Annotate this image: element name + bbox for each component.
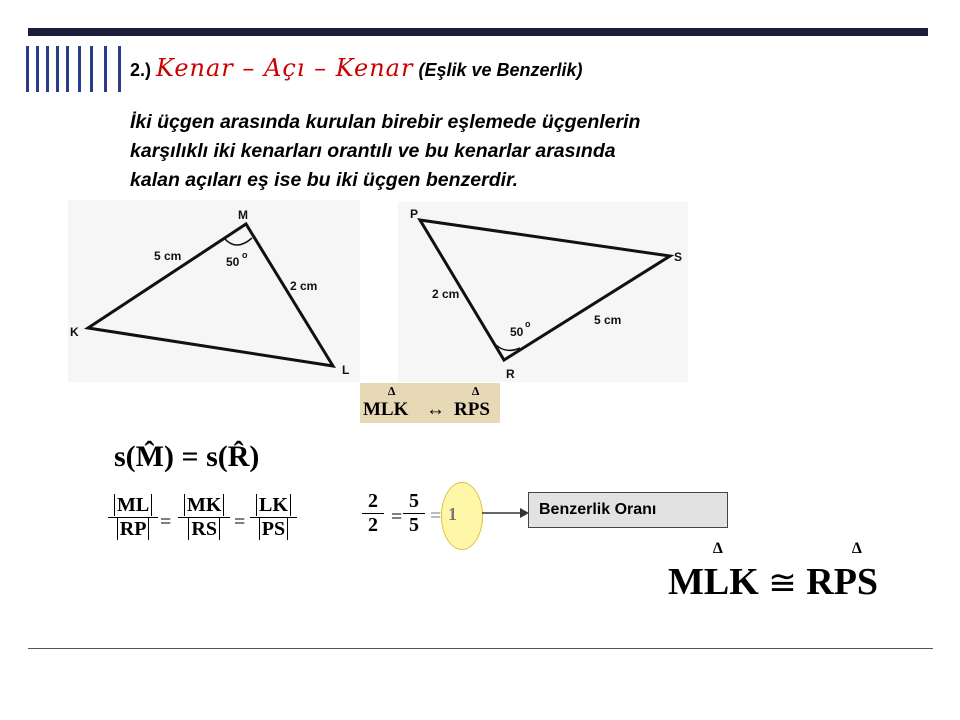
- vertex-l-label: L: [342, 363, 350, 377]
- numeric-denominator: 5: [409, 514, 419, 536]
- section-subtitle: (Eşlik ve Benzerlik): [418, 60, 583, 80]
- ratio-fraction: [108, 494, 158, 541]
- similarity-right: RPS: [806, 561, 879, 603]
- degree-mark: o: [525, 319, 531, 329]
- ratio-result: 1: [448, 504, 457, 524]
- correspondence-box: [360, 383, 500, 423]
- similarity-ratio-box: [528, 492, 728, 528]
- similarity-ratio-label: Benzerlik Oranı: [539, 501, 657, 518]
- similarity-left: MLK: [668, 561, 759, 603]
- similarity-symbol: ≅: [768, 565, 797, 602]
- angle-arc-r: [496, 345, 520, 350]
- triangle-mlk-figure: [68, 200, 360, 382]
- angle-m-label: 50: [226, 255, 240, 269]
- triangle-symbol: ∆: [472, 384, 480, 398]
- angle-r-label: 50: [510, 325, 524, 339]
- triangle-symbol: ∆: [713, 540, 723, 557]
- vertex-r-label: R: [506, 367, 515, 381]
- side-ml-label: 2 cm: [290, 279, 318, 293]
- theorem-line: İki üçgen arasında kurulan birebir eşlemede üçgenlerin: [130, 111, 641, 133]
- vertex-p-label: P: [410, 207, 419, 221]
- bottom-rule: [28, 648, 933, 649]
- ratio-denominator: RP: [117, 518, 150, 540]
- degree-mark: o: [242, 250, 248, 260]
- arrow-to-label: [482, 506, 530, 520]
- ratio-fraction: [250, 494, 297, 541]
- equals-sign: =: [430, 505, 442, 527]
- side-rp-label: 2 cm: [432, 287, 460, 301]
- side-mk-label: 5 cm: [154, 249, 182, 263]
- numeric-numerator: 2: [362, 490, 384, 514]
- theorem-text: [130, 108, 830, 195]
- ratio-numerator: ML: [114, 494, 152, 516]
- theorem-line: kalan açıları eş ise bu iki üçgen benzerdir.: [130, 169, 519, 191]
- top-bar: [28, 28, 928, 36]
- ratio-fraction: [178, 494, 230, 541]
- triangle-symbol: ∆: [388, 384, 396, 398]
- decorative-stripes: [26, 46, 126, 92]
- triangle-mlk: [88, 224, 333, 366]
- triangle-rps-figure: [398, 202, 688, 382]
- numeric-fraction: [362, 490, 384, 537]
- angle-equality: s(M̂) = s(R̂): [114, 440, 260, 473]
- triangle-symbol: ∆: [852, 540, 862, 557]
- correspondence-arrow: ↔: [426, 399, 445, 420]
- section-heading: [130, 54, 583, 82]
- angle-arc-m: [224, 238, 252, 245]
- ratio-denominator: PS: [259, 518, 288, 540]
- numeric-denominator: 2: [368, 514, 378, 536]
- theorem-line: karşılıklı iki kenarları orantılı ve bu kenarlar arasında: [130, 140, 616, 162]
- ratio-numerator: LK: [256, 494, 291, 516]
- equals-sign: =: [160, 511, 172, 533]
- equals-sign: =: [234, 511, 246, 533]
- vertex-s-label: S: [674, 250, 683, 264]
- numeric-fraction: [403, 490, 425, 537]
- vertex-k-label: K: [70, 325, 79, 339]
- section-title: Kenar – Açı – Kenar: [156, 54, 414, 82]
- similarity-statement: [668, 560, 878, 604]
- correspondence-right: RPS: [454, 399, 490, 420]
- equals-sign: =: [391, 506, 403, 528]
- numeric-numerator: 5: [403, 490, 425, 514]
- ratio-numerator: MK: [184, 494, 224, 516]
- vertex-m-label: M: [238, 208, 248, 222]
- ratio-denominator: RS: [188, 518, 220, 540]
- section-number: 2.): [130, 60, 152, 80]
- correspondence-left: MLK: [363, 399, 409, 420]
- side-rs-label: 5 cm: [594, 313, 622, 327]
